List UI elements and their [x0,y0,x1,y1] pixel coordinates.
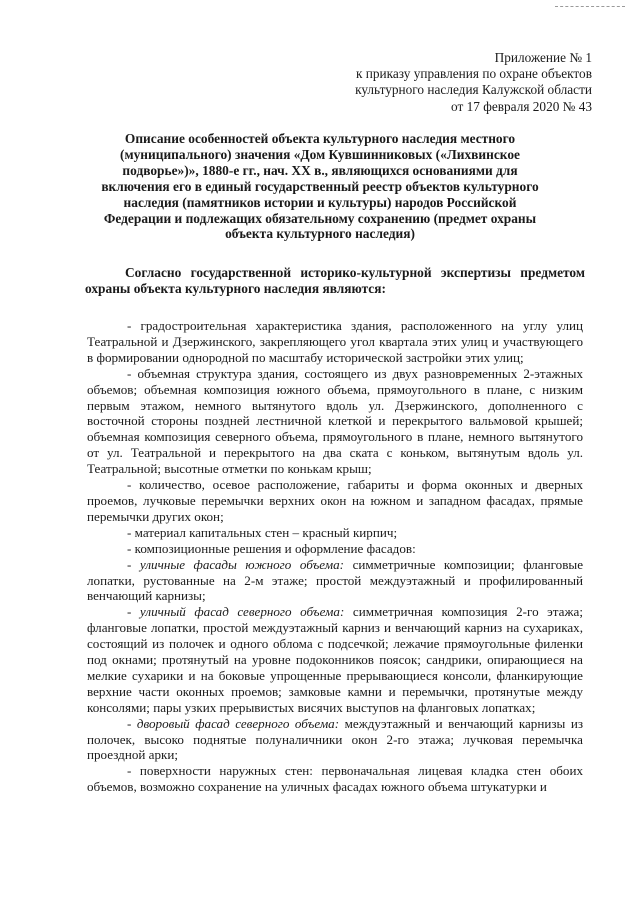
appendix-line-2: к приказу управления по охране объектов [355,66,592,82]
list-item [87,604,583,715]
item-text: - объемная структура здания, состоящего из двух разновременных 2-этажных объемов; объемная композиция южного объема, прямоугольного в плане, с низким первым этажом, немного вытянутого вдоль ул. Дзержинского, дополненного с восточной стороны поздней лестничной клеткой и перекрытого вальмовой крышей; объемная композиция северного объема, прямоугольного в плане, немного вытянутого от ул. Театральной и перекрытого на два ската с коньком, вытянутым вдоль ул. Театральной; высотные отметки по конькам крыш; [87,365,583,477]
item-text: - материал капитальных стен – красный кирпич; [127,524,398,540]
item-text: симметричная композиция 2-го этажа; фланговые лопатки, простой междуэтажный карниз и венчающий карниз на сухариках, состоящий из полочек и одного облома с подсечкой; лежачие прямоугольные филенки под окнами; протянутый на уровне подоконников поясок; сандрики, опирающиеся на мелкие сухарики и на боковые упрощенные прерывающиеся консоли, фланкирующие верхние части оконных проемов; замковые камни и перемычки, протянутые между консолями; пары узких прерывистых висячих выступов на фланговых лопатках; [87,604,583,715]
list-item [87,366,583,477]
appendix-line-4: от 17 февраля 2020 № 43 [451,98,592,114]
scan-artifact [555,6,625,9]
item-lead: - дворовый фасад северного объема: [127,715,340,731]
item-text: междуэтажный и венчающий карнизы из полочек, высоко поднятые полуналичники окон 2-го этажа; лучковая перемычка проездной арки; [87,715,583,763]
list-item [87,477,583,525]
list-item [87,763,583,795]
item-lead: - уличный фасад северного объема: [127,604,345,620]
item-text: - поверхности наружных стен: первоначальная лицевая кладка стен обоих объемов, возможно сохранение на уличных фасадах южного объема штукатурки и [87,763,583,795]
item-text: - количество, осевое расположение, габариты и форма оконных и дверных проемов, лучковые перемычки верхних окон на южном и западном фасадах, прямые перемычки других окон; [87,477,583,524]
item-lead: - уличные фасады южного объема: [127,556,345,572]
document-body [87,318,583,795]
intro-paragraph: Согласно государственной историко-культурной экспертизы предметом охраны объекта культурного наследия являются: [85,265,585,296]
document-title: Описание особенностей объекта культурного наследия местного (муниципального) значения «Дом Кувшинниковых («Лихвинское подворье»)», 1880-е гг., нач. XX в., являющихся основаниями для включения его в единый государственный реестр объектов культурного наследия (памятников истории и культуры) народов Российской Федерации и подлежащих обязательному сохранению (предмет охраны объекта культурного наследия) [101,131,539,242]
list-item [87,557,583,605]
list-item [87,525,583,541]
list-item [87,318,583,366]
list-item [87,716,583,764]
item-text: - композиционные решения и оформление фасадов: [127,540,416,556]
appendix-header [355,50,592,115]
item-text: симметричные композиции; фланговые лопатки, рустованные на 2-м этаже; простой междуэтажный и профилированный венчающий карнизы; [87,556,584,604]
item-text: - градостроительная характеристика здания, расположенного на углу улиц Театральной и Дзержинского, закрепляющего угол квартала этих улиц и участвующего в формировании однородной по масштабу исторической застройки этих улиц; [87,318,583,365]
appendix-line-3: культурного наследия Калужской области [355,82,592,98]
appendix-line-1: Приложение № 1 [494,50,592,65]
list-item [87,541,583,557]
